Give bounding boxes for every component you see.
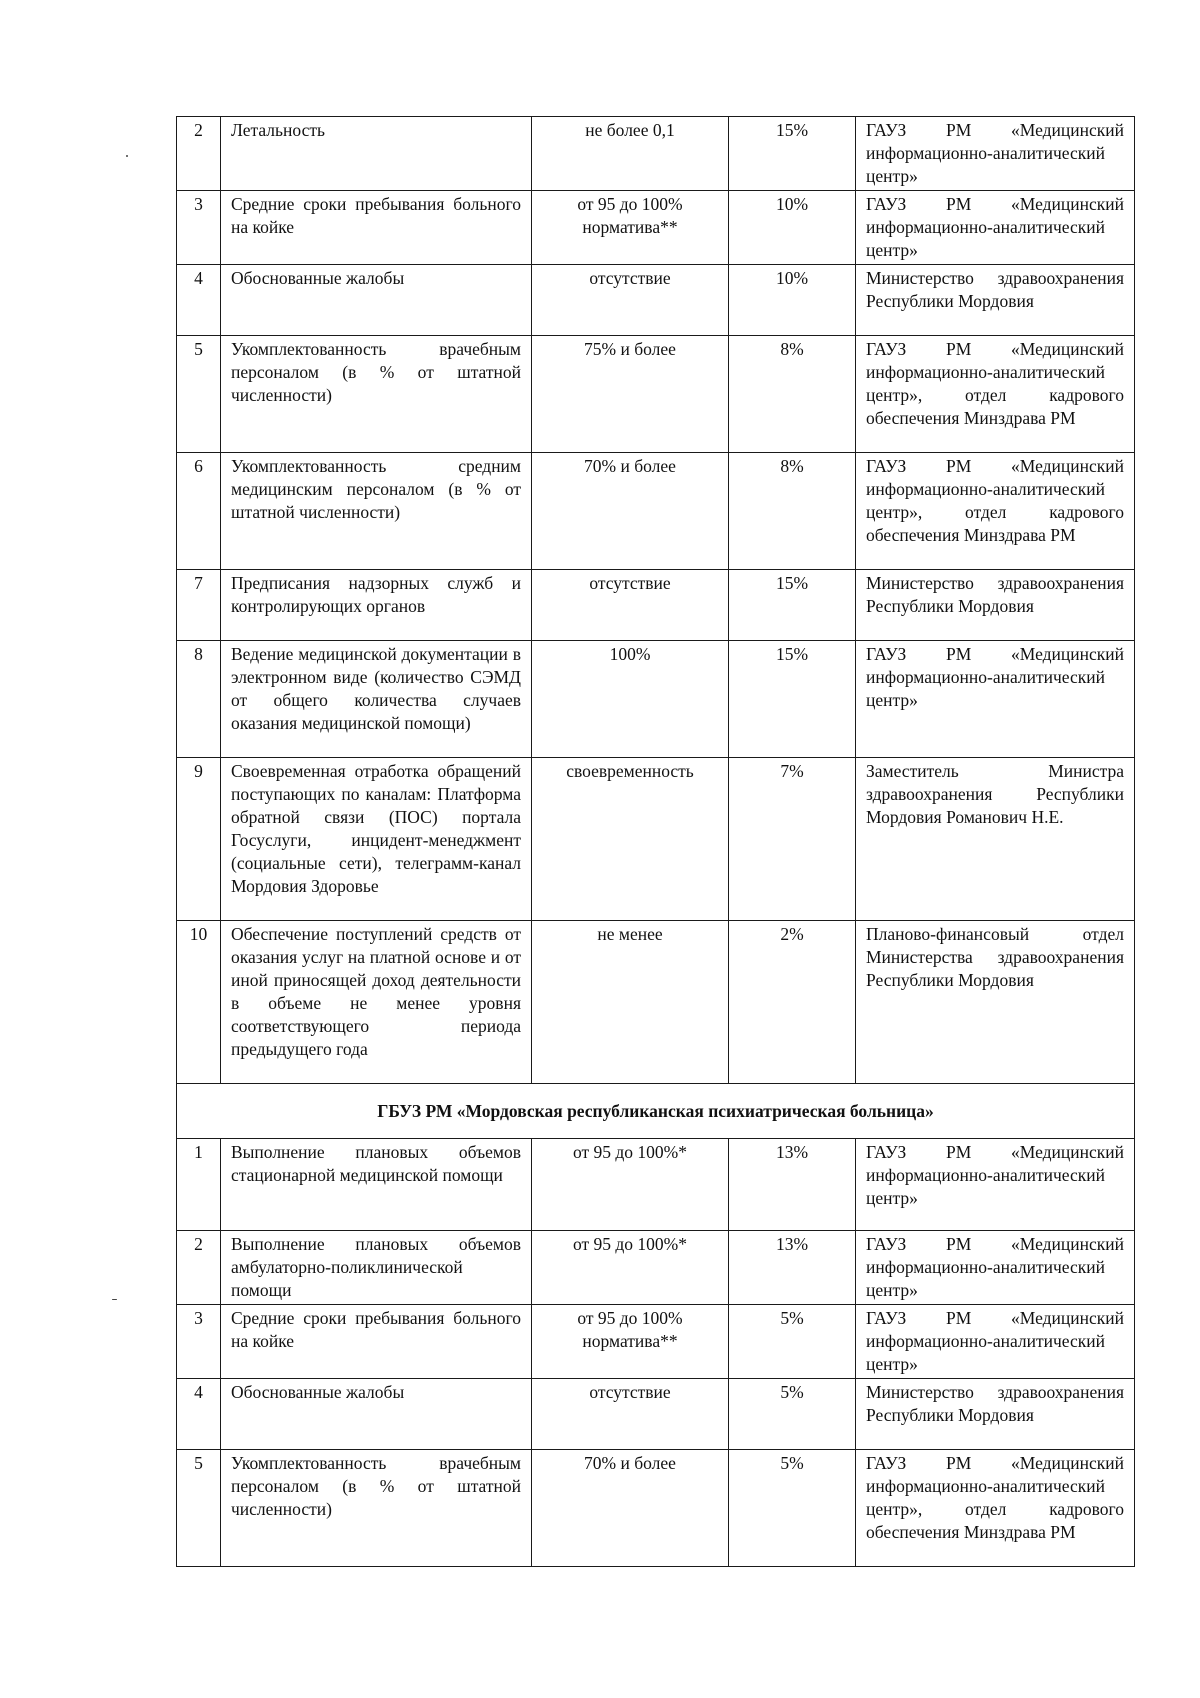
table-row [177, 117, 1135, 191]
criteria-table [176, 116, 1135, 1567]
criterion-source: Министерство здравоохранения Республики Мордовия [856, 570, 1135, 641]
criterion-norm: 75% и более [532, 336, 729, 453]
criterion-weight: 5% [729, 1450, 856, 1567]
criterion-source: ГАУЗ РМ «Медицинский информационно-аналитический центр» [856, 1139, 1135, 1231]
row-number: 10 [177, 921, 221, 1084]
criterion-weight: 8% [729, 336, 856, 453]
scan-speck [126, 155, 128, 157]
criterion-name: Обоснованные жалобы [221, 265, 532, 336]
row-number: 4 [177, 1379, 221, 1450]
criterion-norm: от 95 до 100%* [532, 1231, 729, 1305]
criterion-weight: 15% [729, 641, 856, 758]
criterion-weight: 5% [729, 1305, 856, 1379]
criterion-source: ГАУЗ РМ «Медицинский информационно-аналитический центр» [856, 191, 1135, 265]
table-row [177, 1231, 1135, 1305]
row-number: 1 [177, 1139, 221, 1231]
criterion-norm: своевременность [532, 758, 729, 921]
row-number: 5 [177, 1450, 221, 1567]
criterion-weight: 5% [729, 1379, 856, 1450]
table-row [177, 453, 1135, 570]
criterion-name: Ведение медицинской документации в электронном виде (количество СЭМД от общего количества случаев оказания медицинской помощи) [221, 641, 532, 758]
section-header-row [177, 1084, 1135, 1139]
section-title: ГБУЗ РМ «Мордовская республиканская психиатрическая больница» [177, 1084, 1135, 1139]
criterion-weight: 2% [729, 921, 856, 1084]
criterion-norm: не более 0,1 [532, 117, 729, 191]
criterion-norm: не менее [532, 921, 729, 1084]
criterion-name: Средние сроки пребывания больного на койке [221, 191, 532, 265]
row-number: 3 [177, 191, 221, 265]
criterion-weight: 13% [729, 1139, 856, 1231]
table-row [177, 265, 1135, 336]
table-row [177, 758, 1135, 921]
criterion-name: Укомплектованность врачебным персоналом (в % от штатной численности) [221, 336, 532, 453]
row-number: 2 [177, 117, 221, 191]
criterion-source: ГАУЗ РМ «Медицинский информационно-аналитический центр», отдел кадрового обеспечения Минздрава РМ [856, 1450, 1135, 1567]
row-number: 3 [177, 1305, 221, 1379]
criterion-norm: 100% [532, 641, 729, 758]
criterion-weight: 8% [729, 453, 856, 570]
criterion-name: Укомплектованность средним медицинским персоналом (в % от штатной численности) [221, 453, 532, 570]
table-row [177, 641, 1135, 758]
criterion-source: Министерство здравоохранения Республики Мордовия [856, 265, 1135, 336]
criterion-name: Летальность [221, 117, 532, 191]
criterion-weight: 7% [729, 758, 856, 921]
criterion-norm: отсутствие [532, 265, 729, 336]
criterion-weight: 13% [729, 1231, 856, 1305]
criterion-source: Заместитель Министра здравоохранения Республики Мордовия Романович Н.Е. [856, 758, 1135, 921]
criterion-weight: 15% [729, 117, 856, 191]
criterion-name: Средние сроки пребывания больного на койке [221, 1305, 532, 1379]
scan-speck [112, 1299, 117, 1300]
criterion-name: Выполнение плановых объемов амбулаторно-поликлинической помощи [221, 1231, 532, 1305]
criterion-norm: отсутствие [532, 570, 729, 641]
table-row [177, 1379, 1135, 1450]
table-row [177, 191, 1135, 265]
row-number: 6 [177, 453, 221, 570]
criterion-norm: от 95 до 100% норматива** [532, 191, 729, 265]
criterion-source: ГАУЗ РМ «Медицинский информационно-аналитический центр», отдел кадрового обеспечения Минздрава РМ [856, 336, 1135, 453]
criterion-norm: от 95 до 100% норматива** [532, 1305, 729, 1379]
table-row [177, 336, 1135, 453]
criterion-weight: 10% [729, 191, 856, 265]
criterion-name: Своевременная отработка обращений поступающих по каналам: Платформа обратной связи (ПОС) портала Госуслуги, инцидент-менеджмент (социальные сети), телеграмм-канал Мордовия Здоровье [221, 758, 532, 921]
table-row [177, 1139, 1135, 1231]
criterion-weight: 15% [729, 570, 856, 641]
row-number: 4 [177, 265, 221, 336]
criterion-norm: 70% и более [532, 453, 729, 570]
criterion-name: Предписания надзорных служб и контролирующих органов [221, 570, 532, 641]
table-row [177, 1305, 1135, 1379]
table-row [177, 921, 1135, 1084]
criterion-source: Планово-финансовый отдел Министерства здравоохранения Республики Мордовия [856, 921, 1135, 1084]
criterion-name: Укомплектованность врачебным персоналом (в % от штатной численности) [221, 1450, 532, 1567]
table-row [177, 570, 1135, 641]
criterion-source: ГАУЗ РМ «Медицинский информационно-аналитический центр» [856, 117, 1135, 191]
criterion-norm: 70% и более [532, 1450, 729, 1567]
criterion-name: Выполнение плановых объемов стационарной медицинской помощи [221, 1139, 532, 1231]
criterion-source: Министерство здравоохранения Республики Мордовия [856, 1379, 1135, 1450]
table-row [177, 1450, 1135, 1567]
row-number: 7 [177, 570, 221, 641]
row-number: 9 [177, 758, 221, 921]
criterion-name: Обеспечение поступлений средств от оказания услуг на платной основе и от иной приносящей доход деятельности в объеме не менее уровня соответствующего периода предыдущего года [221, 921, 532, 1084]
criterion-source: ГАУЗ РМ «Медицинский информационно-аналитический центр» [856, 1231, 1135, 1305]
criterion-norm: отсутствие [532, 1379, 729, 1450]
criterion-source: ГАУЗ РМ «Медицинский информационно-аналитический центр», отдел кадрового обеспечения Минздрава РМ [856, 453, 1135, 570]
row-number: 2 [177, 1231, 221, 1305]
criterion-name: Обоснованные жалобы [221, 1379, 532, 1450]
criterion-weight: 10% [729, 265, 856, 336]
criterion-source: ГАУЗ РМ «Медицинский информационно-аналитический центр» [856, 1305, 1135, 1379]
criterion-norm: от 95 до 100%* [532, 1139, 729, 1231]
row-number: 5 [177, 336, 221, 453]
criterion-source: ГАУЗ РМ «Медицинский информационно-аналитический центр» [856, 641, 1135, 758]
row-number: 8 [177, 641, 221, 758]
